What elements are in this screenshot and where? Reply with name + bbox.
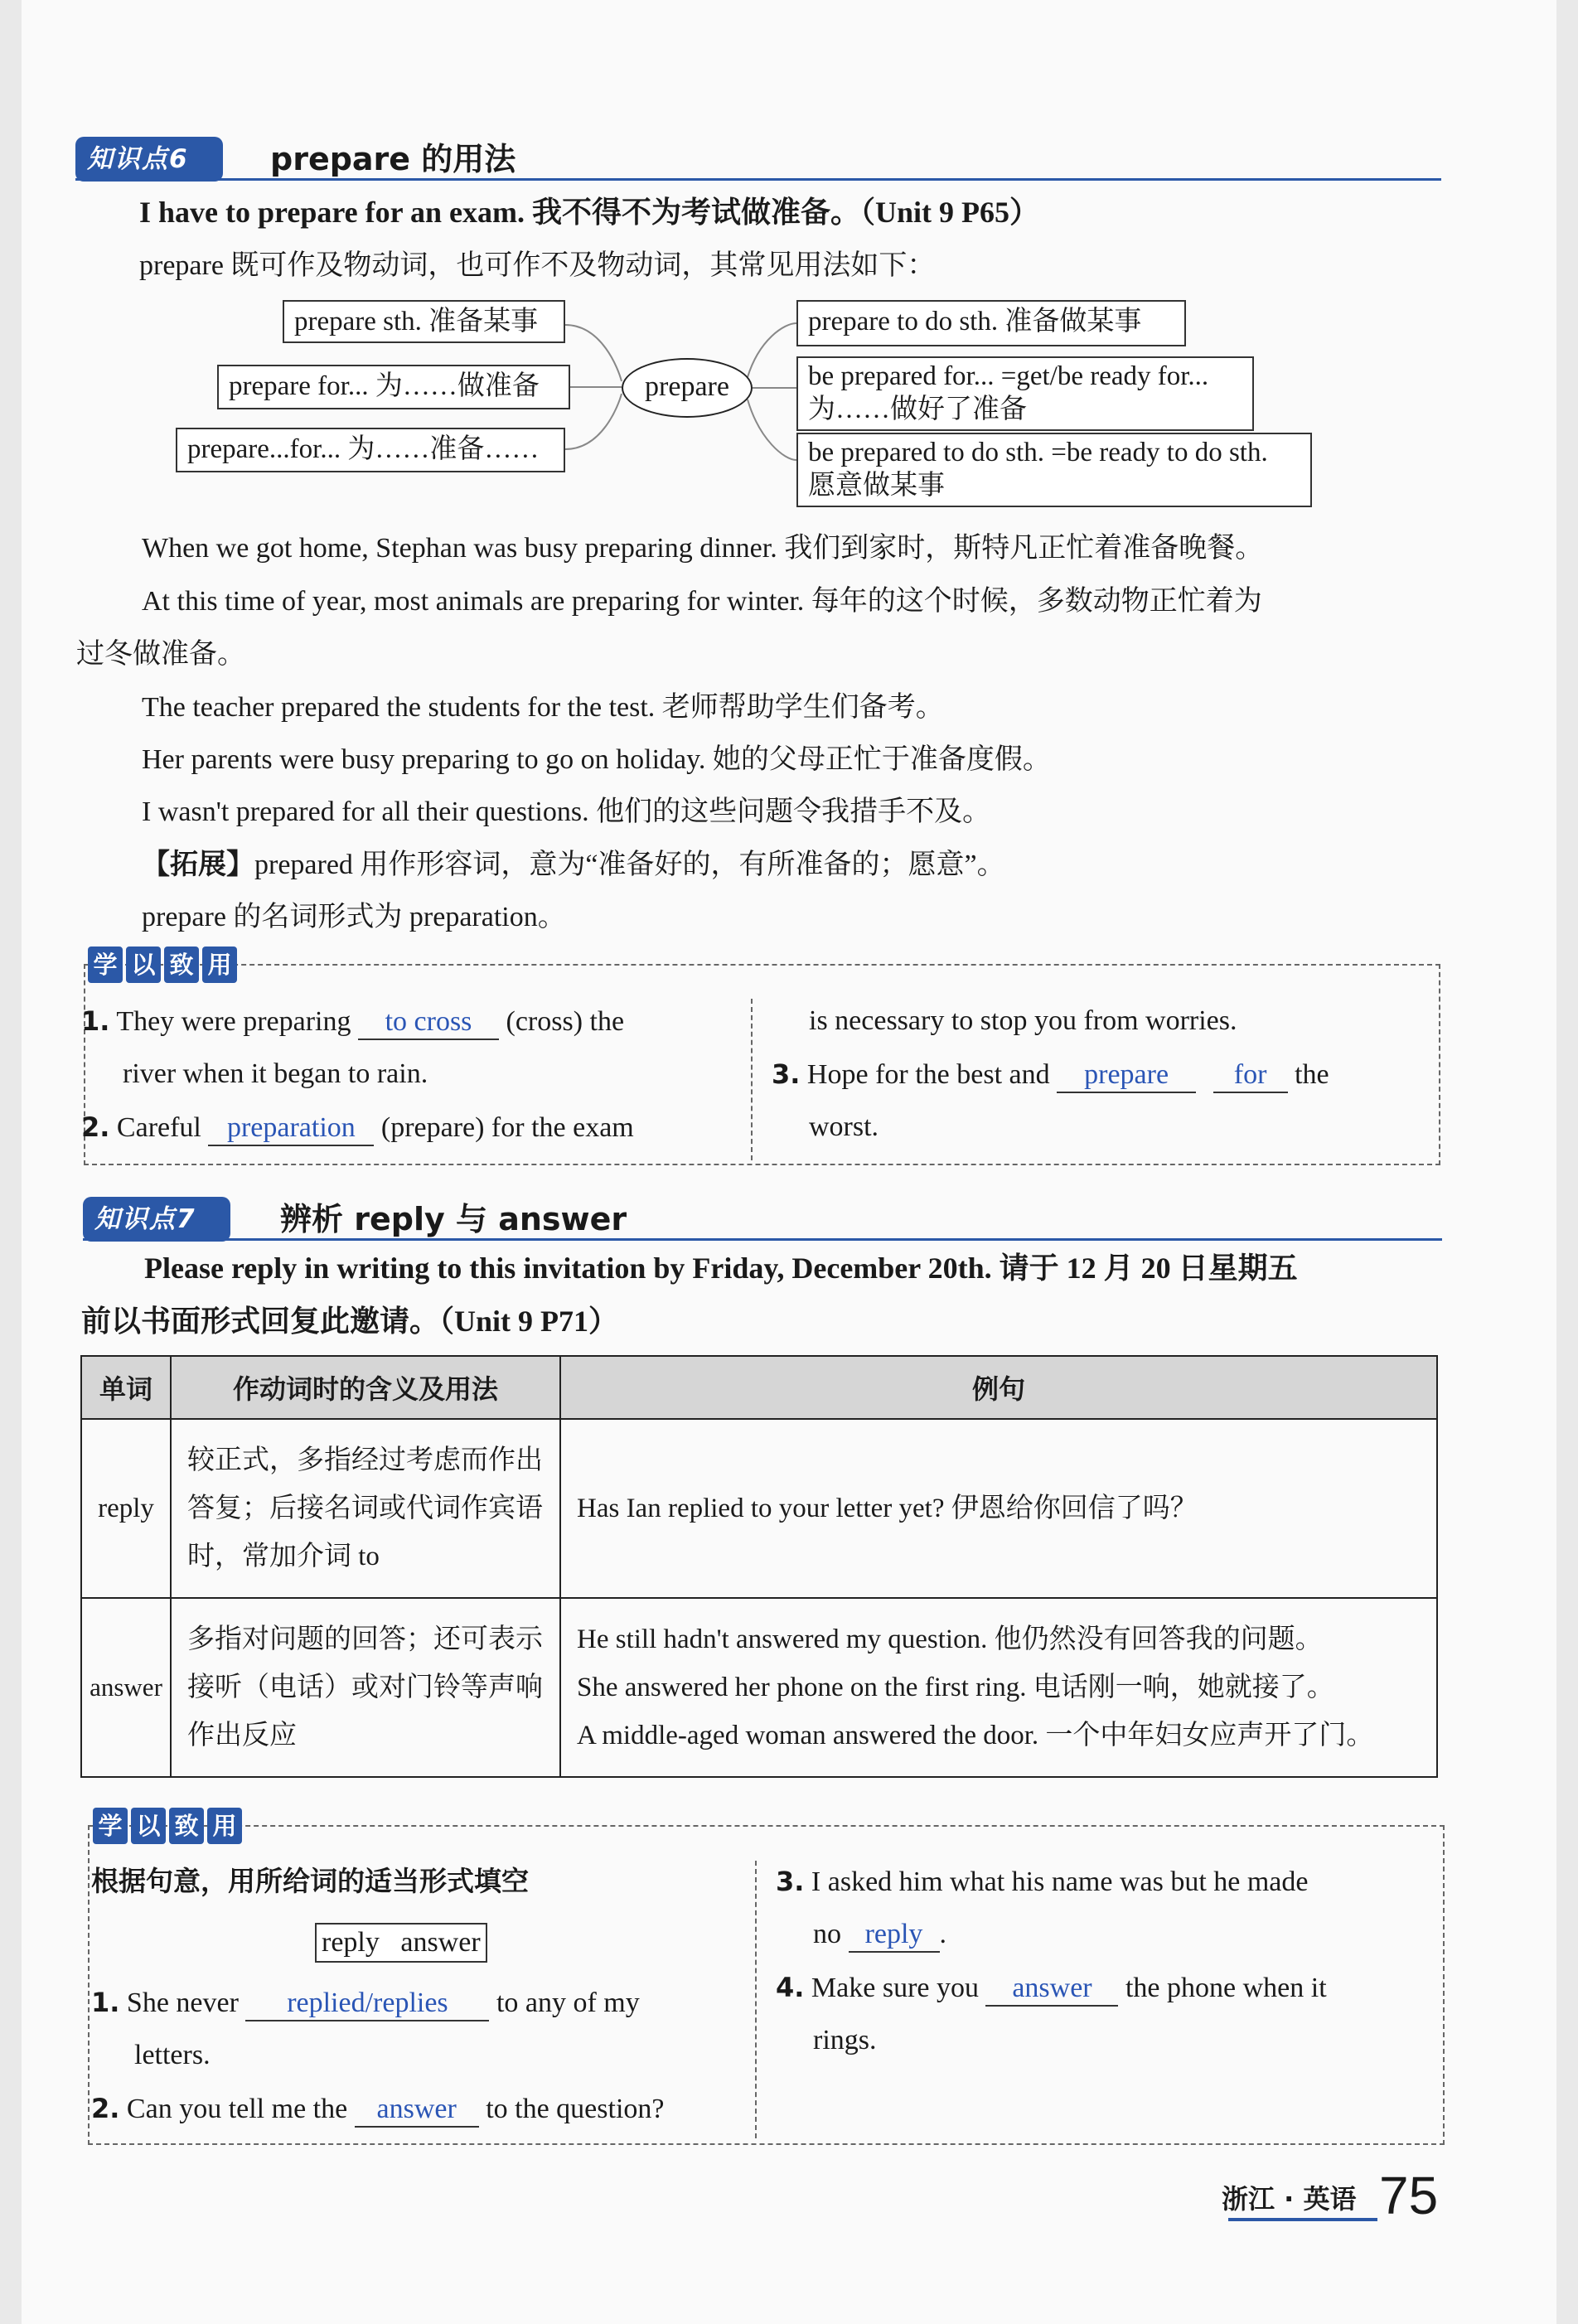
map-item-line: 为……做好了准备 [808, 395, 1027, 424]
practice-tag [88, 947, 237, 983]
answer-blank[interactable]: to cross [358, 1005, 499, 1040]
question-number: 3. [776, 1866, 805, 1897]
example-text: Has Ian replied to your letter yet? 伊恩给你回信了吗？ [577, 1494, 1198, 1523]
question-3-cont [813, 1916, 946, 1953]
map-item-be-prepared-to-do [796, 433, 1312, 507]
practice-tag-char: 以 [126, 947, 161, 983]
table-header: 单词 [81, 1356, 171, 1419]
question-text: to any of my [496, 1988, 640, 2018]
table-cell-examples [560, 1598, 1437, 1777]
question-text: the phone when it [1125, 1973, 1327, 2003]
practice-instruction: 根据句意，用所给词的适当形式填空 [91, 1865, 529, 1897]
map-center: prepare [622, 358, 753, 418]
map-item-line: 愿意做某事 [808, 471, 945, 501]
map-item-prepare-for: prepare for... 为……做准备 [217, 365, 570, 409]
example-text: He still hadn't answered my question. 他仍然没有回答我的问题。 [577, 1624, 1323, 1654]
footer-rule [1228, 2218, 1377, 2221]
question-text: Make sure you [811, 1973, 979, 2003]
key-sentence: Please reply in writing to this invitation by Friday, December 20th. 请于 12 月 20 日星期五 [144, 1252, 1298, 1285]
question-number: 1. [91, 1987, 120, 2018]
page [22, 0, 1556, 2324]
question-2 [91, 2090, 665, 2128]
question-text: . [939, 1919, 946, 1949]
question-number: 2. [81, 1111, 110, 1143]
practice-tag-char: 以 [131, 1808, 166, 1844]
question-text: Can you tell me the [126, 2094, 348, 2124]
question-1 [81, 1003, 736, 1040]
question-1-cont: letters. [134, 2040, 211, 2070]
key-sentence: I have to prepare for an exam. 我不得不为考试做准备。（Unit 9 P65） [139, 196, 1039, 229]
question-number: 3. [772, 1058, 801, 1090]
map-item-line: be prepared to do sth. =be ready to do sth. [808, 438, 1268, 467]
question-number: 4. [776, 1972, 805, 2003]
map-item-prepare-for-for: prepare...for... 为……准备…… [176, 428, 565, 472]
table-cell-word: reply [81, 1419, 171, 1598]
question-2-cont: is necessary to stop you from worries. [809, 1005, 1237, 1036]
example-sentence: Her parents were busy preparing to go on holiday. 她的父母正忙于准备度假。 [142, 744, 1051, 775]
question-text: (cross) the [506, 1006, 625, 1037]
example-sentence: At this time of year, most animals are preparing for winter. 每年的这个时候，多数动物正忙着为 [142, 586, 1262, 617]
practice-tag-char: 用 [207, 1808, 242, 1844]
page-number: 75 [1379, 2166, 1439, 2225]
practice-divider [751, 999, 753, 1160]
answer-blank[interactable]: answer [985, 1972, 1118, 2007]
section-rule [75, 178, 1441, 181]
question-2 [81, 1109, 634, 1146]
table-row [81, 1598, 1437, 1777]
table-cell-usage [171, 1419, 560, 1598]
extension-note [142, 847, 1005, 884]
key-sentence-cont: 前以书面形式回复此邀请。（Unit 9 P71） [81, 1305, 619, 1338]
practice-tag-char: 致 [164, 947, 199, 983]
question-1-cont: river when it began to rain. [123, 1058, 428, 1089]
example-sentence: The teacher prepared the students for the test. 老师帮助学生们备考。 [142, 692, 944, 723]
example-sentence: I wasn't prepared for all their questions. 他们的这些问题令我措手不及。 [142, 796, 991, 827]
question-text: the [1295, 1059, 1329, 1090]
question-3-cont: worst. [809, 1111, 879, 1142]
footer-label: 浙江 · 英语 [1222, 2183, 1357, 2215]
table-cell-examples [560, 1419, 1437, 1598]
table-header: 例句 [560, 1356, 1437, 1419]
map-item-be-prepared-for [796, 356, 1254, 431]
extension-label: 【拓展】 [142, 850, 254, 880]
practice-divider [755, 1861, 757, 2138]
section-rule [83, 1238, 1442, 1241]
word-bank: reply answer [315, 1923, 487, 1963]
answer-blank[interactable]: preparation [208, 1111, 374, 1146]
question-text: Careful [116, 1112, 201, 1143]
noun-form-note: prepare 的名词形式为 preparation。 [142, 902, 566, 932]
example-sentence: When we got home, Stephan was busy preparing dinner. 我们到家时，斯特凡正忙着准备晚餐。 [142, 533, 1264, 564]
practice-tag-char: 致 [169, 1808, 204, 1844]
question-text: to the question? [486, 2094, 665, 2124]
usage-text: 较正式，多指经过考虑而作出答复；后接名词或代词作宾语时，常加介词 to [187, 1445, 543, 1571]
section-title: prepare 的用法 [270, 141, 516, 177]
question-text: She never [126, 1988, 239, 2018]
answer-blank[interactable]: prepare [1057, 1058, 1196, 1093]
example-sentence: 过冬做准备。 [76, 639, 245, 670]
table-cell-word: answer [81, 1598, 171, 1777]
question-3 [776, 1863, 1309, 1900]
practice-tag-char: 用 [202, 947, 237, 983]
question-text: They were preparing [116, 1006, 351, 1037]
question-3 [772, 1056, 1329, 1093]
intro-text: prepare 既可作及物动词，也可作不及物动词，其常见用法如下： [139, 250, 936, 281]
question-text: (prepare) for the exam [380, 1112, 634, 1143]
extension-text: prepared 用作形容词，意为“准备好的，有所准备的；愿意”。 [254, 850, 1005, 880]
question-text: Hope for the best and [806, 1059, 1050, 1090]
example-text: A middle-aged woman answered the door. 一个中年妇女应声开了门。 [577, 1721, 1374, 1750]
practice-tag-char: 学 [88, 947, 123, 983]
table-header: 作动词时的含义及用法 [171, 1356, 560, 1419]
answer-blank[interactable]: answer [355, 2093, 479, 2128]
table-cell-usage [171, 1598, 560, 1777]
section-title: 辨析 reply 与 answer [280, 1201, 627, 1237]
practice-tag [93, 1808, 242, 1844]
question-4 [776, 1969, 1327, 2007]
question-1 [91, 1984, 640, 2021]
map-item-line: be prepared for... =get/be ready for... [808, 361, 1209, 391]
map-item-prepare-sth: prepare sth. 准备某事 [283, 300, 565, 343]
question-text: I asked him what his name was but he made [811, 1866, 1309, 1897]
comparison-table [80, 1355, 1438, 1778]
map-item-prepare-to-do: prepare to do sth. 准备做某事 [796, 300, 1186, 346]
knowledge-point-badge: 知识点6 [75, 137, 223, 182]
answer-blank[interactable]: replied/replies [245, 1987, 489, 2021]
usage-text: 多指对问题的回答；还可表示接听（电话）或对门铃等声响作出反应 [187, 1624, 543, 1750]
practice-tag-char: 学 [93, 1808, 128, 1844]
question-number: 1. [81, 1005, 110, 1037]
table-header-row [81, 1356, 1437, 1419]
example-text: She answered her phone on the first ring. 电话刚一响，她就接了。 [577, 1673, 1334, 1702]
question-number: 2. [91, 2093, 120, 2124]
question-text: no [813, 1919, 841, 1949]
knowledge-point-badge: 知识点7 [83, 1197, 230, 1242]
question-4-cont: rings. [813, 2025, 877, 2055]
answer-blank[interactable]: reply [849, 1918, 940, 1953]
answer-blank[interactable]: for [1213, 1058, 1288, 1093]
table-row [81, 1419, 1437, 1598]
